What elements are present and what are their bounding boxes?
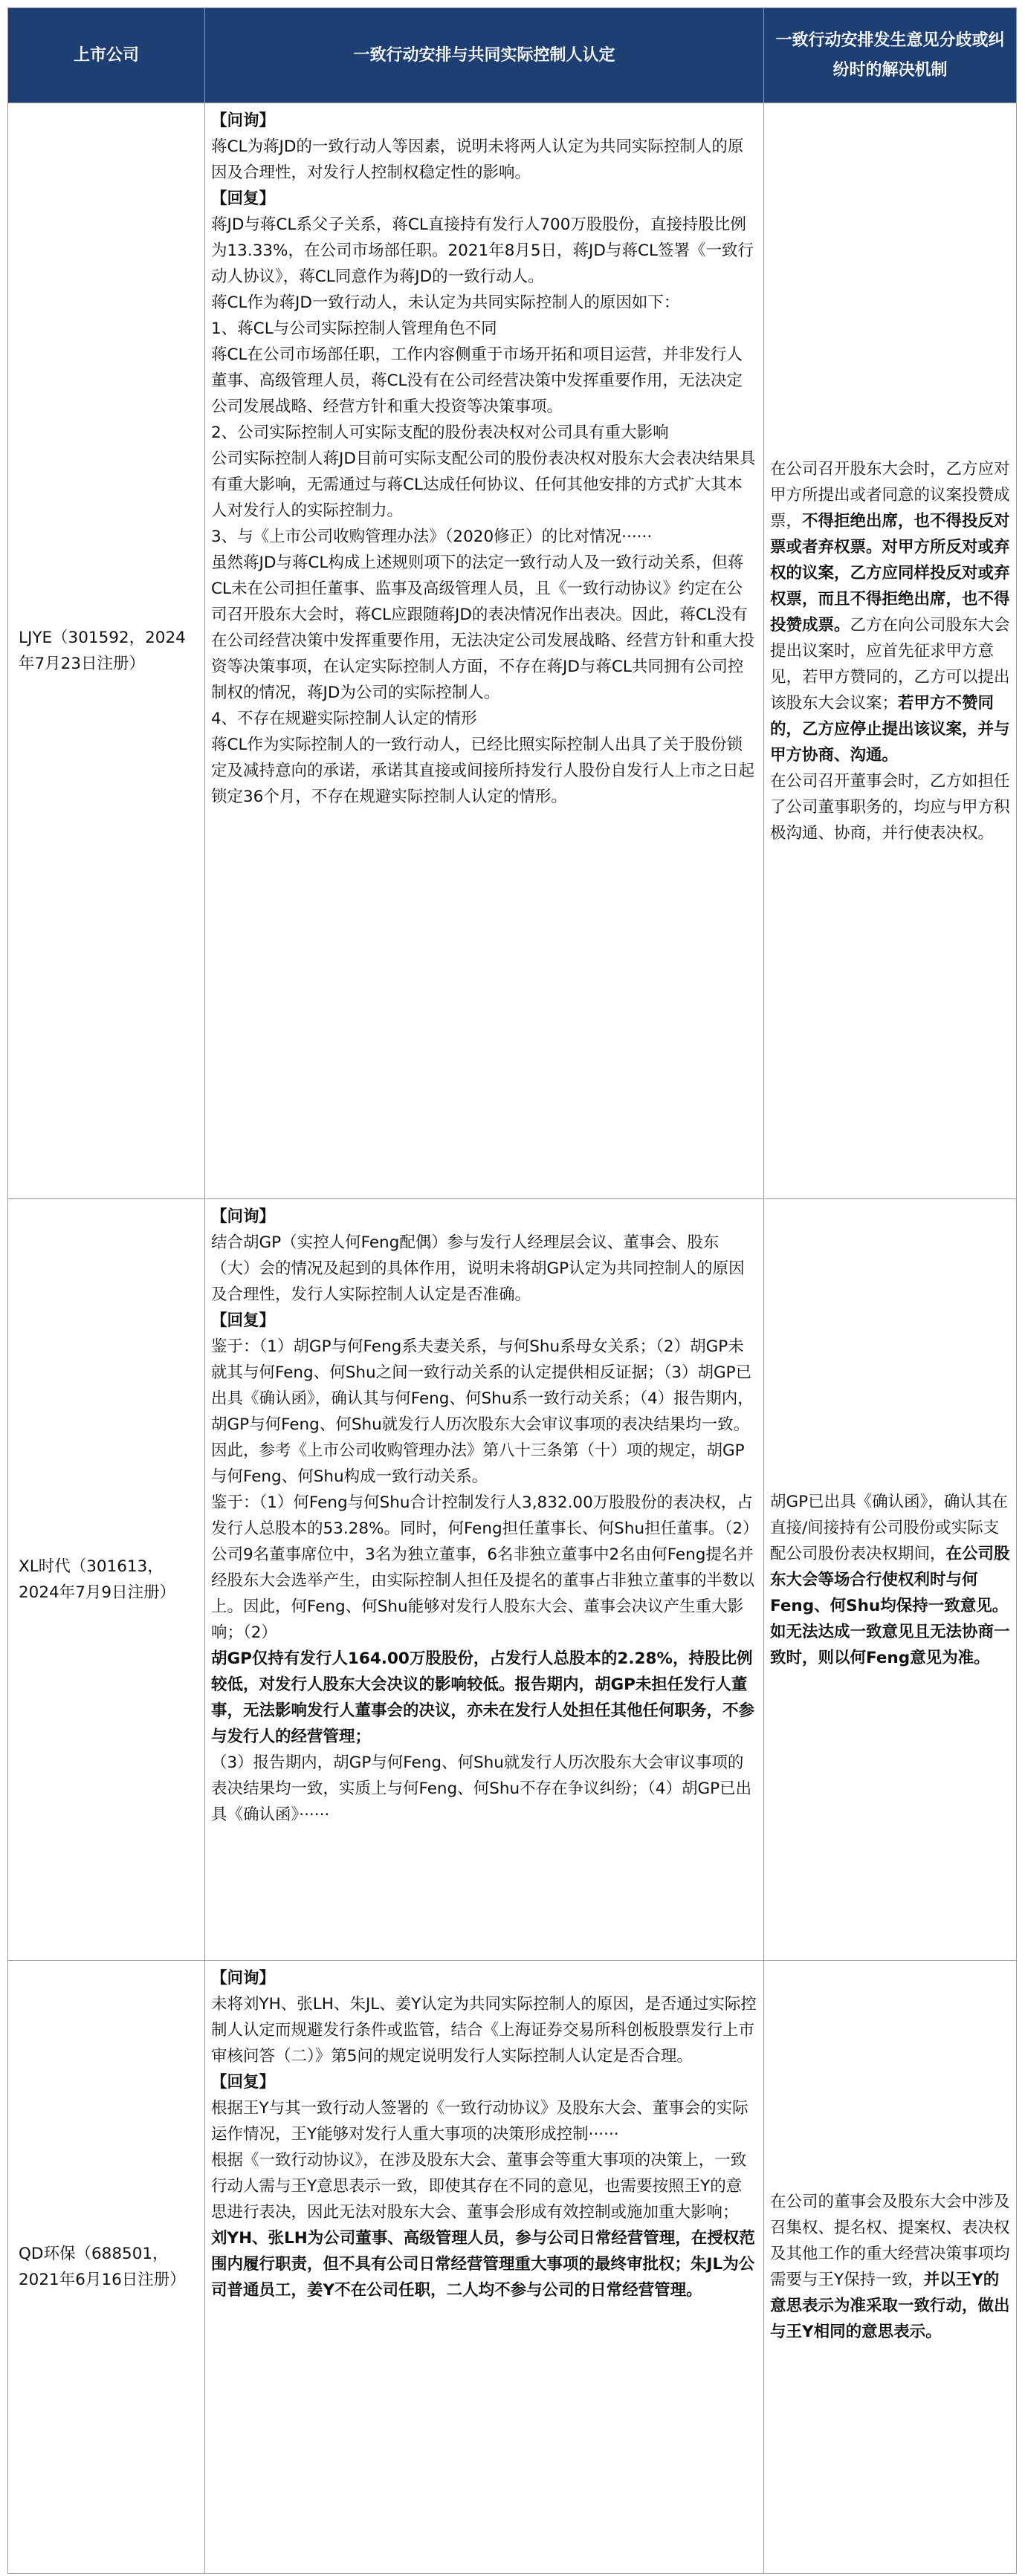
mechanism-text: 在公司召开股东大会时，乙方应对甲方所提出或者同意的议案投赞成票， bbox=[770, 459, 1010, 531]
paragraph: 公司实际控制人蒋JD目前可实际支配公司的股份表决权对股东大会表决结果具有重大影响，无需通过与蒋CL达成任何协议、任何其他安排的方式扩大其本人对发行人的实际控制力。 bbox=[211, 450, 756, 520]
paragraph: 4、不存在规避实际控制人认定的情形 bbox=[211, 710, 477, 728]
paragraph: 未将刘YH、张LH、朱JL、姜Y认定为共同实际控制人的原因，是否通过实际控制人认定而规避发行条件或监管，结合《上海证券交易所科创板股票发行上市审核问答（二）》第5问的规定说明发行人实际控制人认定是否合理。 bbox=[211, 1995, 757, 2066]
paragraph: （3）报告期内，胡GP与何Feng、何Shu就发行人历次股东大会审议事项的表决结果均一致，实质上与何Feng、何Shu不存在争议纠纷；（4）胡GP已出具《确认函》······ bbox=[211, 1753, 752, 1824]
paragraph: 结合胡GP（实控人何Feng配偶）参与发行人经理层会议、董事会、股东（大）会的情况及起到的具体作用，说明未将胡GP认定为共同控制人的原因及合理性，发行人实际控制人认定是否准确。 bbox=[211, 1233, 745, 1304]
header-arrangement: 一致行动安排与共同实际控制人认定 bbox=[205, 8, 764, 103]
header-mechanism: 一致行动安排发生意见分歧或纠纷时的解决机制 bbox=[764, 8, 1017, 103]
paragraph: 蒋CL为蒋JD的一致行动人等因素，说明未将两人认定为共同实际控制人的原因及合理性，对发行人控制权稳定性的影响。 bbox=[211, 137, 744, 182]
table-row bbox=[8, 103, 1017, 1199]
table-row bbox=[8, 1199, 1017, 1961]
mechanism-text: 在公司股东大会等场合行使权利时与何Feng、何Shu均保持一致意见。如无法达成一致意见且无法协商一致时，则以何Feng意见为准。 bbox=[770, 1544, 1010, 1667]
mechanism-cell bbox=[764, 1961, 1017, 2574]
mechanism-text: 在公司的董事会及股东大会中涉及召集权、提名权、提案权、表决权及其他工作的重大经营决策事项均需要与王Y保持一致， bbox=[770, 2193, 1010, 2289]
arrangement-cell bbox=[205, 103, 764, 1199]
company-cell: XL时代（301613，2024年7月9日注册） bbox=[8, 1199, 205, 1961]
paragraph: 鉴于：（1）胡GP与何Feng系夫妻关系，与何Shu系母女关系；（2）胡GP未就其与何Feng、何Shu之间一致行动关系的认定提供相反证据；（3）胡GP已出具《确认函》，确认其与何Feng、何Shu系一致行动关系；（4）报告期内，胡GP与何Feng、何Shu就发行人历次股东大会审议事项的表决结果均一致。因此，参考《上市公司收购管理办法》第八十三条第（十）项的规定，胡GP与何Feng、何Shu构成一致行动关系。 bbox=[211, 1337, 754, 1486]
paragraph: 【回复】 bbox=[211, 2073, 276, 2092]
mechanism-cell bbox=[764, 1199, 1017, 1961]
paragraph: 刘YH、张LH为公司董事、高级管理人员，参与公司日常经营管理，在授权范围内履行职责，但不具有公司日常经营管理重大事项的最终审批权；朱JL为公司普通员工，姜Y不在公司任职，二人均不参与公司的日常经营管理。 bbox=[211, 2229, 755, 2300]
paragraph: 【问询】 bbox=[211, 1207, 276, 1226]
paragraph: 蒋CL作为实际控制人的一致行动人，已经比照实际控制人出具了关于股份锁定及减持意向的承诺，承诺其直接或间接所持发行人股份自发行人上市之日起锁定36个月，不存在规避实际控制人认定的情形。 bbox=[211, 736, 755, 806]
paragraph: 【问询】 bbox=[211, 111, 276, 130]
mechanism-text: 若甲方不赞同的，乙方应停止提出该议案，并与甲方协商、沟通。 bbox=[770, 693, 1010, 765]
paragraph: 蒋JD与蒋CL系父子关系，蒋CL直接持有发行人700万股股份，直接持股比例为13.33%，在公司市场部任职。2021年8月5日，蒋JD与蒋CL签署《一致行动人协议》，蒋CL同意作为蒋JD的一致行动人。 bbox=[211, 215, 754, 286]
paragraph: 1、蒋CL与公司实际控制人管理角色不同 bbox=[211, 319, 497, 338]
mechanism-text: 不得拒绝出席，也不得投反对票或者弃权票。对甲方所反对或弃权的议案，乙方应同样投反对或弃权票，而且不得拒绝出席，也不得投赞成票。 bbox=[770, 511, 1010, 635]
paragraph: 2、公司实际控制人可实际支配的股份表决权对公司具有重大影响 bbox=[211, 424, 669, 442]
paragraph: 3、与《上市公司收购管理办法》（2020修正）的比对情况······ bbox=[211, 528, 653, 546]
company-cell: LJYE（301592，2024年7月23日注册） bbox=[8, 103, 205, 1199]
paragraph: 【问询】 bbox=[211, 1969, 276, 1988]
arrangement-cell bbox=[205, 1961, 764, 2574]
arrangement-cell bbox=[205, 1199, 764, 1961]
paragraph: 蒋CL在公司市场部任职，工作内容侧重于市场开拓和项目运营，并非发行人董事、高级管理人员，蒋CL没有在公司经营决策中发挥重要作用，无法决定公司发展战略、经营方针和重大投资等决策事项。 bbox=[211, 345, 743, 416]
header-company: 上市公司 bbox=[8, 8, 205, 103]
paragraph: 【回复】 bbox=[211, 1311, 276, 1330]
mechanism-cell bbox=[764, 103, 1017, 1199]
paragraph: 根据王Y与其一致行动人签署的《一致行动协议》及股东大会、董事会的实际运作情况，王Y能够对发行人重大事项的决策形成控制······ bbox=[211, 2099, 748, 2144]
comparison-table bbox=[7, 7, 1017, 2574]
mechanism-text: 乙方在向公司股东大会提出议案时，应首先征求甲方意见，若甲方赞同的，乙方可以提出该股东大会议案； bbox=[770, 615, 1010, 713]
paragraph: 虽然蒋JD与蒋CL构成上述规则项下的法定一致行动人及一致行动关系，但蒋CL未在公司担任董事、监事及高级管理人员，且《一致行动协议》约定在公司召开股东大会时，蒋CL应跟随蒋JD的表决情况作出表决。因此，蒋CL没有在公司经营决策中发挥重要作用，无法决定公司发展战略、经营方针和重大投资等决策事项，在认定实际控制人方面，不存在蒋JD与蒋CL共同拥有公司控制权的情况，蒋JD为公司的实际控制人。 bbox=[211, 554, 755, 702]
mechanism-text: 胡GP已出具《确认函》，确认其在直接/间接持有公司股份或实际支配公司股份表决权期间， bbox=[770, 1492, 1008, 1563]
paragraph: 胡GP仅持有发行人164.00万股股份，占发行人总股本的2.28%，持股比例较低，对发行人股东大会决议的影响较低。报告期内，胡GP未担任发行人董事，无法影响发行人董事会的决议，亦未在发行人处担任其他任何职务，不参与发行人的经营管理； bbox=[211, 1649, 755, 1746]
paragraph: 蒋CL作为蒋JD一致行动人，未认定为共同实际控制人的原因如下： bbox=[211, 293, 680, 312]
paragraph: 根据《一致行动协议》，在涉及股东大会、董事会等重大事项的决策上，一致行动人需与王Y意思表示一致，即使其存在不同的意见，也需要按照王Y的意思进行表决，因此无法对股东大会、董事会形成有效控制或施加重大影响； bbox=[211, 2151, 747, 2222]
header-row bbox=[8, 8, 1017, 103]
paragraph: 鉴于：（1）何Feng与何Shu合计控制发行人3,832.00万股股份的表决权，占发行人总股本的53.28%。同时，何Feng担任董事长、何Shu担任董事。（2）公司9名董事席位中，3名为独立董事，6名非独立董事中2名由何Feng提名并经股东大会选举产生，由实际控制人担任及提名的董事占非独立董事的半数以上。因此，何Feng、何Shu能够对发行人股东大会、董事会决议产生重大影响；（2） bbox=[211, 1493, 755, 1642]
table-row bbox=[8, 1961, 1017, 2574]
mechanism-text: 并以王Y的意思表示为准采取一致行动，做出与王Y相同的意思表示。 bbox=[770, 2271, 1010, 2341]
company-cell: QD环保（688501，2021年6月16日注册） bbox=[8, 1961, 205, 2574]
paragraph: 【回复】 bbox=[211, 189, 276, 208]
mechanism-text: 在公司召开董事会时，乙方如担任了公司董事职务的，均应与甲方积极沟通、协商，并行使表决权。 bbox=[770, 771, 1010, 843]
